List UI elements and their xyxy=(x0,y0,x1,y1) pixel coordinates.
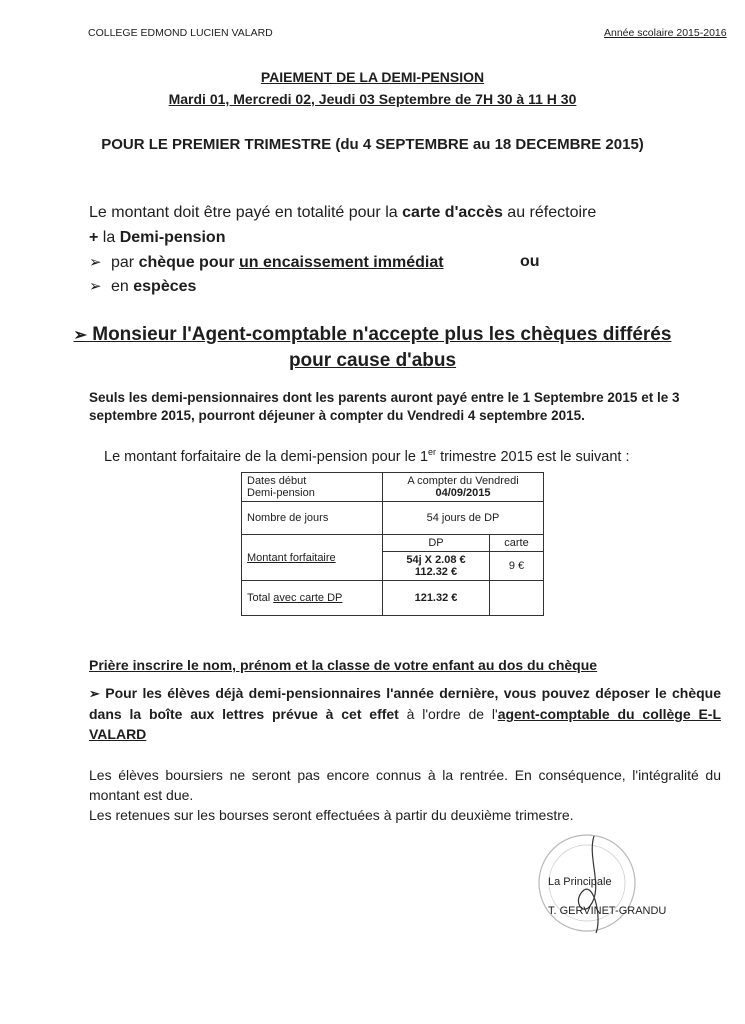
document-title: PAIEMENT DE LA DEMI-PENSION xyxy=(260,69,485,85)
deposit-instruction xyxy=(89,683,721,744)
text: en xyxy=(111,278,134,295)
text: Le montant doit être payé en totalité pour la xyxy=(89,204,403,221)
payment-line-1 xyxy=(89,204,596,222)
text: avec carte DP xyxy=(273,592,343,604)
or-text: ou xyxy=(520,253,540,270)
chevron-icon: ➢ xyxy=(89,278,102,295)
table-cell xyxy=(242,473,383,502)
warning-line-2: pour cause d'abus xyxy=(288,350,457,371)
text: à l'ordre de l' xyxy=(398,706,498,722)
table-cell xyxy=(383,552,490,581)
text: Dates début xyxy=(247,475,307,487)
superscript: er xyxy=(428,447,437,457)
text: A compter du Vendredi xyxy=(407,475,519,487)
chevron-icon: ➢ xyxy=(89,686,100,701)
cheque-text: chèque pour xyxy=(138,254,240,271)
text: Total xyxy=(247,592,274,604)
table-header-dp: DP xyxy=(383,535,490,552)
text: Montant forfaitaire xyxy=(247,551,336,564)
text: trimestre 2015 est le suivant : xyxy=(436,448,630,465)
table-cell: 121.32 € xyxy=(383,581,490,616)
plus-sign: + xyxy=(89,229,99,246)
warning-line-1: Monsieur l'Agent-comptable n'accepte plus les chèques différés xyxy=(92,324,672,345)
chevron-icon: ➢ xyxy=(89,254,102,271)
especes-text: espèces xyxy=(133,278,197,295)
instruction-heading: Prière inscrire le nom, prénom et la classe de votre enfant au dos du chèque xyxy=(89,657,598,673)
text: Les retenues sur les bourses seront effectuées à partir du deuxième trimestre. xyxy=(89,807,574,823)
table-row xyxy=(242,581,544,616)
table-cell xyxy=(383,473,544,502)
table-row xyxy=(242,473,544,502)
text: la xyxy=(98,229,120,246)
text: au réfectoire xyxy=(502,204,597,221)
signatory-name: T. GERVINET-GRANDU xyxy=(548,905,667,917)
payment-line-2 xyxy=(89,229,225,247)
fee-table xyxy=(241,472,544,616)
table-cell xyxy=(490,581,544,616)
demi-pension-text: Demi-pension xyxy=(119,229,226,246)
school-name: COLLEGE EDMOND LUCIEN VALARD xyxy=(88,27,273,39)
table-header-carte: carte xyxy=(490,535,544,552)
text: par xyxy=(111,254,139,271)
trimester-period: POUR LE PREMIER TRIMESTRE (du 4 SEPTEMBRE au 18 DECEMBRE 2015) xyxy=(101,136,644,153)
payment-dates: Mardi 01, Mercredi 02, Jeudi 03 Septembre de 7H 30 à 11 H 30 xyxy=(168,91,577,107)
warning-notice xyxy=(0,322,745,373)
table-row xyxy=(242,535,544,552)
table-cell xyxy=(242,535,383,581)
text: Le montant forfaitaire de la demi-pension pour le 1 xyxy=(104,448,429,465)
table-cell: Nombre de jours xyxy=(242,502,383,535)
signatory-role: La Principale xyxy=(548,876,612,888)
carte-acces-text: carte d'accès xyxy=(402,204,503,221)
table-row xyxy=(242,502,544,535)
eligibility-notice: Seuls les demi-pensionnaires dont les parents auront payé entre le 1 Septembre 2015 et le 3 septembre 2015, pourront déjeuner à compter du Vendredi 4 septembre 2015. xyxy=(89,390,680,423)
scholarship-notice xyxy=(89,765,721,825)
text: Pour les élèves déjà demi-pensionnaires l'année dernière, vous pouvez déposer le chèque dans la boîte aux lettres prévue à cet effet xyxy=(89,685,722,722)
text: 54j X 2.08 € xyxy=(406,554,466,566)
encaissement-text: un encaissement immédiat xyxy=(239,254,444,271)
text: Demi-pension xyxy=(247,487,315,499)
start-date: 04/09/2015 xyxy=(435,487,491,499)
table-cell: 54 jours de DP xyxy=(383,502,544,535)
table-cell xyxy=(242,581,383,616)
school-year: Année scolaire 2015-2016 xyxy=(604,27,727,39)
text: agent-comptable du collège E-L VALARD xyxy=(89,706,722,742)
chevron-icon: ➢ xyxy=(73,327,87,344)
table-cell: 9 € xyxy=(490,552,544,581)
forfait-intro xyxy=(104,447,629,465)
text: Les élèves boursiers ne seront pas encore connus à la rentrée. En conséquence, l'intégralité du montant est due. xyxy=(89,767,721,803)
text: 112.32 € xyxy=(414,566,458,578)
payment-line-4 xyxy=(89,277,196,296)
payment-line-3 xyxy=(89,253,444,272)
